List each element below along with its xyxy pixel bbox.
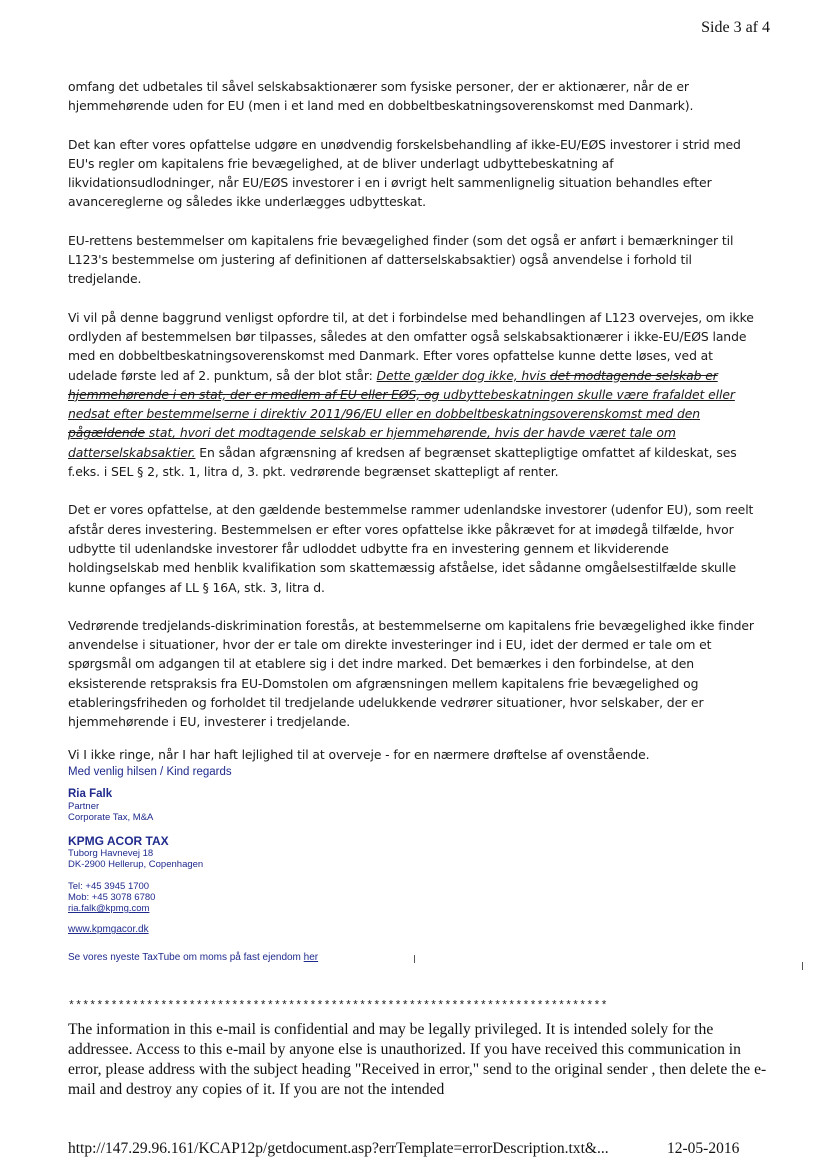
amendment-outro: En sådan afgrænsning af kredsen af begrænset skattepligtige omfattet af kildeskat, ses f.eks. i SEL § 2, stk. 1, litra d, 3. pkt. vedrørende begrænset skattepligt af renter.: [68, 444, 737, 480]
mobile-number: Mob: +45 3078 6780: [68, 892, 156, 903]
separator-line: ****************************************************************************: [68, 1000, 608, 1013]
print-footer: [68, 1140, 740, 1158]
paragraph-7: Vi I ikke ringe, når I har haft lejlighed til at overveje - for en nærmere drøftelse af ovenstående.: [68, 746, 650, 762]
scan-mark: [802, 962, 803, 970]
taxtube-text: Se vores nyeste TaxTube om moms på fast ejendom: [68, 952, 304, 963]
address-line-1: Tuborg Havnevej 18: [68, 848, 154, 859]
sender-department: Corporate Tax, M&A: [68, 812, 154, 823]
paragraph-amendment-proposal: [68, 308, 758, 482]
address-line-2: DK-2900 Hellerup, Copenhagen: [68, 859, 204, 870]
struck-wording-2: pågældende: [68, 425, 145, 441]
footer-date: 12-05-2016: [667, 1140, 740, 1157]
page-number-header: Side 3 af 4: [701, 19, 770, 36]
letter-body: [68, 77, 758, 783]
phone-number: Tel: +45 3945 1700: [68, 881, 150, 892]
footer-url: http://147.29.96.161/KCAP12p/getdocument.asp?errTemplate=errorDescription.txt&...: [68, 1140, 609, 1157]
regards-line: Med venlig hilsen / Kind regards: [68, 766, 232, 778]
struck-wording-1: det modtagende selskab er hjemmehørende i en stat, der er medlem af EU eller EØS, og: [68, 367, 718, 402]
paragraph-1: omfang det udbetales til såvel selskabsaktionærer som fysiske personer, der er aktionærer, når de er hjemmehørende uden for EU (men i et land med en dobbeltbeskatningsoverenskomst med Danmark).: [68, 79, 694, 114]
amendment-intro: Vi vil på denne baggrund venligst opfordre til, at det i forbindelse med behandlingen af L123 overvejes, om ikke ordlyden af bestemmelsen bør tilpasses, således at den omfatter også selskabsaktionærer i ikke-EU/EØS lande med en dobbeltbeskatningsoverenskomst med Danmark. Efter vores opfattelse kunne dette løses, ved at udelade første led af 2. punktum, så der blot står:: [68, 309, 754, 383]
proposed-wording-part-3: stat, hvori det modtagende selskab er hjemmehørende, hvis der havde været tale om datterselskabsaktier.: [68, 425, 676, 460]
contact-block: [68, 881, 568, 914]
company-name: KPMG ACOR TAX: [68, 834, 169, 848]
scan-mark: [414, 955, 415, 963]
paragraph-3: EU-rettens bestemmelser om kapitalens frie bevægelighed finder (som det også er anført i bemærkninger til L123's bestemmelse om justering af definitionen af datterselskabsaktier) også anvendelse i forhold til tredjelande.: [68, 232, 734, 287]
email-signature: [68, 766, 568, 963]
paragraph-2: Det kan efter vores opfattelse udgøre en unødvendig forskelsbehandling af ikke-EU/EØS investorer i strid med EU's regler om kapitalens frie bevægelighed, at de bliver underlagt udbyttebeskatning af likvidationsudlodninger, når EU/EØS investorer i en i øvrigt helt sammenlignelig situation behandles efter avancereglerne og således ikke underlægges udbytteskat.: [68, 136, 741, 210]
sender-name: Ria Falk: [68, 788, 113, 800]
taxtube-link[interactable]: her: [303, 952, 319, 963]
email-link[interactable]: ria.falk@kpmg.com: [68, 903, 150, 914]
proposed-wording-part-2: udbyttebeskatningen skulle være frafaldet eller nedsat efter bestemmelserne i direktiv 2011/96/EU eller en dobbeltbeskatningsoverenskomst med den: [68, 386, 735, 422]
confidentiality-disclaimer: The information in this e-mail is confidential and may be legally privileged. It is intended solely for the addressee. Access to this e-mail by anyone else is unauthorized. If you have received this communication in error, please address with the subject heading "Received in error," send to the original sender , then delete the e-mail and destroy any copies of it. If you are not the intended: [68, 1021, 767, 1098]
paragraph-5: Det er vores opfattelse, at den gældende bestemmelse rammer udenlandske investorer (udenfor EU), som reelt afstår deres investering. Bestemmelsen er efter vores opfattelse ikke påkrævet for at imødegå tilfælde, hvor udbytte til udenlandske investorer får udloddet udbytte fra en investering gennem et likviderende holdingselskab med henblik kvalifikation som skattemæssig afståelse, idet sådanne omgåelsestilfælde skulle kunne opfanges af LL § 16A, stk. 3, litra d.: [68, 502, 754, 595]
taxtube-line: [68, 952, 568, 963]
sender-title: Partner: [68, 801, 100, 812]
proposed-wording-part-1: Dette gælder dog ikke, hvis: [376, 367, 550, 383]
website-link[interactable]: www.kpmgacor.dk: [68, 924, 149, 935]
paragraph-6: Vedrørende tredjelands-diskrimination forestås, at bestemmelserne om kapitalens frie bevægelighed ikke finder anvendelse i situationer, hvor der er tale om direkte investeringer ind i EU, idet der dermed er tale om et spørgsmål om adgangen til at etablere sig i det indre marked. Det bemærkes i den forbindelse, at den eksisterende retspraksis fra EU-Domstolen om afgrænsningen mellem kapitalens frie bevægelighed og etableringsfriheden og forholdet til tredjelande udelukkende vedrører situationer, hvor selskaber, der er hjemmehørende i EU, investerer i tredjelande.: [68, 617, 754, 730]
